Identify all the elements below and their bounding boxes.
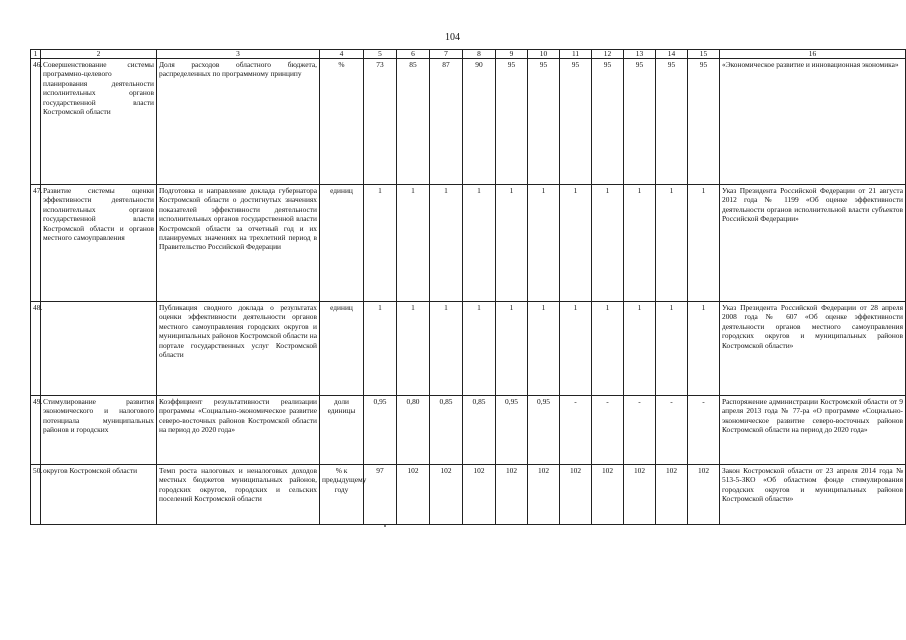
value-cell: 1: [624, 185, 656, 302]
value-cell: 95: [592, 59, 624, 185]
value-cell: 1: [496, 185, 528, 302]
value-cell: 1: [688, 185, 720, 302]
indicator-cell: Подготовка и направление доклада губернатора Костромской области о достигнутых значениях показателей эффективности деятельности исполнительных органов государственной власти Костромской области за отчетный год и их планируемых значениях на трехлетний период в Правительство Российской Федерации: [157, 185, 320, 302]
header-cell: 8: [463, 50, 496, 59]
source-cell: Указ Президента Российской Федерации от 21 августа 2012 года № 1199 «Об оценке эффективности деятельности органов исполнительной власти субъектов Российской Федерации»: [720, 185, 906, 302]
value-cell: 1: [656, 185, 688, 302]
indicators-table: [30, 49, 906, 525]
header-cell: 6: [397, 50, 430, 59]
value-cell: 102: [528, 465, 560, 525]
unit-cell: доли единицы: [320, 396, 364, 465]
value-cell: 97: [364, 465, 397, 525]
value-cell: 102: [560, 465, 592, 525]
header-row: [31, 50, 906, 59]
value-cell: -: [656, 396, 688, 465]
value-cell: 95: [688, 59, 720, 185]
task-cell: округов Костромской области: [41, 465, 157, 525]
header-cell: 15: [688, 50, 720, 59]
source-cell: Закон Костромской области от 23 апреля 2014 года № 513-5-ЗКО «Об областном фонде стимулирования городских округов и муниципальных районов Костромской области»: [720, 465, 906, 525]
value-cell: 1: [430, 302, 463, 396]
header-cell: 16: [720, 50, 906, 59]
value-cell: 1: [397, 302, 430, 396]
header-cell: 7: [430, 50, 463, 59]
indicator-cell: Коэффициент результативности реализации программы «Социально-экономическое развитие северо-восточных районов Костромской области на период до 2020 года»: [157, 396, 320, 465]
value-cell: 87: [430, 59, 463, 185]
table-row: [31, 396, 906, 465]
value-cell: 95: [560, 59, 592, 185]
indicator-cell: Доля расходов областного бюджета, распределенных по программному принципу: [157, 59, 320, 185]
unit-cell: % к предыдущему году: [320, 465, 364, 525]
unit-cell: единиц: [320, 185, 364, 302]
value-cell: 102: [463, 465, 496, 525]
table-row: [31, 185, 906, 302]
task-cell: Развитие системы оценки эффективности деятельности исполнительных органов государственной власти Костромской области и органов местного самоуправления: [41, 185, 157, 302]
value-cell: 1: [364, 185, 397, 302]
value-cell: 1: [528, 185, 560, 302]
unit-cell: %: [320, 59, 364, 185]
value-cell: 0,85: [463, 396, 496, 465]
source-cell: Распоряжение администрации Костромской области от 9 апреля 2013 года № 77-ра «О программе «Социально-экономическое развитие северо-восточных районов Костромской области на период до 2020 года»: [720, 396, 906, 465]
scan-speck: [384, 525, 386, 527]
value-cell: 95: [528, 59, 560, 185]
row-number: 47.: [31, 185, 41, 302]
value-cell: 102: [430, 465, 463, 525]
value-cell: 90: [463, 59, 496, 185]
value-cell: 1: [592, 185, 624, 302]
value-cell: 1: [592, 302, 624, 396]
header-cell: 1: [31, 50, 41, 59]
row-number: 50.: [31, 465, 41, 525]
row-number: 46.: [31, 59, 41, 185]
task-cell: [41, 302, 157, 396]
indicator-cell: Темп роста налоговых и неналоговых доходов местных бюджетов муниципальных районов, городских округов, городских и сельских поселений Костромской области: [157, 465, 320, 525]
row-number: 48.: [31, 302, 41, 396]
header-cell: 5: [364, 50, 397, 59]
value-cell: 1: [463, 185, 496, 302]
value-cell: 102: [624, 465, 656, 525]
value-cell: 85: [397, 59, 430, 185]
unit-cell: единиц: [320, 302, 364, 396]
table-row: [31, 465, 906, 525]
header-cell: 4: [320, 50, 364, 59]
page-number: 104: [445, 32, 460, 43]
header-cell: 3: [157, 50, 320, 59]
table-row: [31, 59, 906, 185]
value-cell: 102: [688, 465, 720, 525]
value-cell: -: [624, 396, 656, 465]
value-cell: 0,85: [430, 396, 463, 465]
value-cell: 102: [656, 465, 688, 525]
value-cell: 95: [656, 59, 688, 185]
header-cell: 13: [624, 50, 656, 59]
value-cell: 0,95: [528, 396, 560, 465]
value-cell: -: [592, 396, 624, 465]
value-cell: 102: [592, 465, 624, 525]
header-cell: 12: [592, 50, 624, 59]
source-cell: Указ Президента Российской Федерации от 28 апреля 2008 года № 607 «Об оценке эффективности деятельности органов местного самоуправления городских округов и муниципальных районов Костромской области»: [720, 302, 906, 396]
value-cell: 73: [364, 59, 397, 185]
task-cell: Стимулирование развития экономического и налогового потенциала муниципальных районов и городских: [41, 396, 157, 465]
task-cell: Совершенствование системы программно-целевого планирования деятельности исполнительных органов государственной власти Костромской области: [41, 59, 157, 185]
row-number: 49.: [31, 396, 41, 465]
value-cell: 1: [656, 302, 688, 396]
value-cell: 95: [624, 59, 656, 185]
value-cell: 1: [397, 185, 430, 302]
header-cell: 2: [41, 50, 157, 59]
header-cell: 14: [656, 50, 688, 59]
value-cell: 1: [496, 302, 528, 396]
value-cell: 1: [624, 302, 656, 396]
value-cell: 1: [430, 185, 463, 302]
header-cell: 10: [528, 50, 560, 59]
indicator-cell: Публикация сводного доклада о результатах оценки эффективности деятельности органов местного самоуправления городских округов и муниципальных районов Костромской области на портале государственных услуг Костромской области: [157, 302, 320, 396]
value-cell: -: [688, 396, 720, 465]
value-cell: 102: [496, 465, 528, 525]
value-cell: 0,80: [397, 396, 430, 465]
value-cell: -: [560, 396, 592, 465]
value-cell: 0,95: [364, 396, 397, 465]
header-cell: 9: [496, 50, 528, 59]
value-cell: 1: [560, 302, 592, 396]
value-cell: 95: [496, 59, 528, 185]
value-cell: 102: [397, 465, 430, 525]
value-cell: 1: [688, 302, 720, 396]
table-row: [31, 302, 906, 396]
value-cell: 1: [463, 302, 496, 396]
source-cell: «Экономическое развитие и инновационная экономика»: [720, 59, 906, 185]
value-cell: 1: [560, 185, 592, 302]
header-cell: 11: [560, 50, 592, 59]
value-cell: 1: [528, 302, 560, 396]
value-cell: 1: [364, 302, 397, 396]
value-cell: 0,95: [496, 396, 528, 465]
